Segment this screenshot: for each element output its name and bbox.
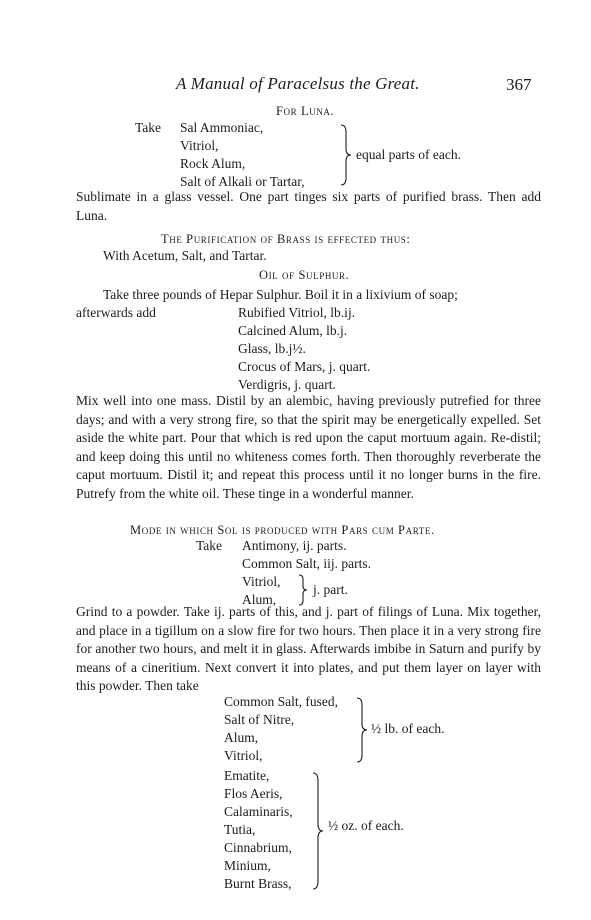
brace-icon	[340, 124, 352, 186]
running-header-title: A Manual of Paracelsus the Great.	[176, 74, 420, 93]
ingredient: Vitriol,	[242, 574, 281, 589]
ingredient: Antimony, ij. parts.	[242, 538, 347, 553]
ingredient: Alum,	[242, 592, 277, 607]
ingredient: Rubified Vitriol, lb.ij.	[238, 305, 356, 320]
heading-for-luna: For Luna.	[276, 104, 335, 118]
take-label: Take	[196, 538, 223, 553]
afterwards-add: afterwards add	[76, 305, 156, 320]
ingredient: Flos Aeris,	[224, 786, 283, 801]
ingredient: Alum,	[224, 730, 259, 745]
brace-icon	[312, 772, 324, 890]
ingredient: Minium,	[224, 858, 271, 873]
heading-mode-sol: Mode in which Sol is produced with Pars cum Parte.	[130, 523, 435, 537]
brace-note: j. part.	[313, 582, 348, 597]
ingredient: Vitriol,	[180, 138, 219, 153]
ingredient: Common Salt, iij. parts.	[242, 556, 372, 571]
oil-intro: Take three pounds of Hepar Sulphur. Boil it in a lixivium of soap;	[103, 287, 458, 302]
ingredient: Crocus of Mars, j. quart.	[238, 359, 371, 374]
ingredient: Verdigris, j. quart.	[238, 377, 336, 392]
page-number: 367	[506, 75, 532, 94]
ingredient: Tutia,	[224, 822, 256, 837]
paragraph-grind: Grind to a powder. Take ij. parts of this, and j. part of filings of Luna. Mix together, and place in a tigillum on a slow fire for two hours. Then place it in a very strong fire for another two hours, and melt it in glass. Afterwards imbibe in Saturn and purify by means of a cineritium. Next convert it into plates, and put them layer on layer with this powder. Then take	[76, 604, 541, 693]
ingredient: Salt of Alkali or Tartar,	[180, 174, 305, 189]
paragraph-mix-well: Mix well into one mass. Distil by an alembic, having previously putrefied for three days; and with a very strong fire, so that the spirit may be energetically expelled. Set aside the white part. Pour that which is red upon the caput mortuum again. Re-distil; and keep doing this until no whiteness comes forth. Then thoroughly reverberate the caput mortuum. Distil it; and repeat this process until it no longer burns in the fire. Putrefy from the white oil. These tinge in a wonderful manner.	[76, 393, 541, 501]
purification-line: With Acetum, Salt, and Tartar.	[103, 248, 267, 263]
brace-note: ½ lb. of each.	[371, 721, 445, 736]
ingredient: Common Salt, fused,	[224, 694, 338, 709]
ingredient: Glass, lb.j½.	[238, 341, 306, 356]
brace-note: equal parts of each.	[356, 147, 461, 162]
ingredient: Rock Alum,	[180, 156, 246, 171]
ingredient: Salt of Nitre,	[224, 712, 295, 727]
ingredient: Vitriol,	[224, 748, 263, 763]
brace-icon	[356, 697, 368, 763]
heading-purification: The Purification of Brass is effected thus:	[161, 232, 411, 246]
take-label: Take	[135, 120, 162, 135]
brace-note: ½ oz. of each.	[328, 818, 404, 833]
brace-icon	[298, 574, 308, 606]
ingredient: Ematite,	[224, 768, 270, 783]
ingredient: Cinnabrium,	[224, 840, 292, 855]
ingredient: Calaminaris,	[224, 804, 293, 819]
heading-oil-of-sulphur: Oil of Sulphur.	[259, 268, 350, 282]
ingredient: Calcined Alum, lb.j.	[238, 323, 348, 338]
ingredient: Sal Ammoniac,	[180, 120, 264, 135]
paragraph-sublimate: Sublimate in a glass vessel. One part tinges six parts of purified brass. Then add Luna.	[76, 189, 541, 223]
ingredient: Burnt Brass,	[224, 876, 292, 891]
